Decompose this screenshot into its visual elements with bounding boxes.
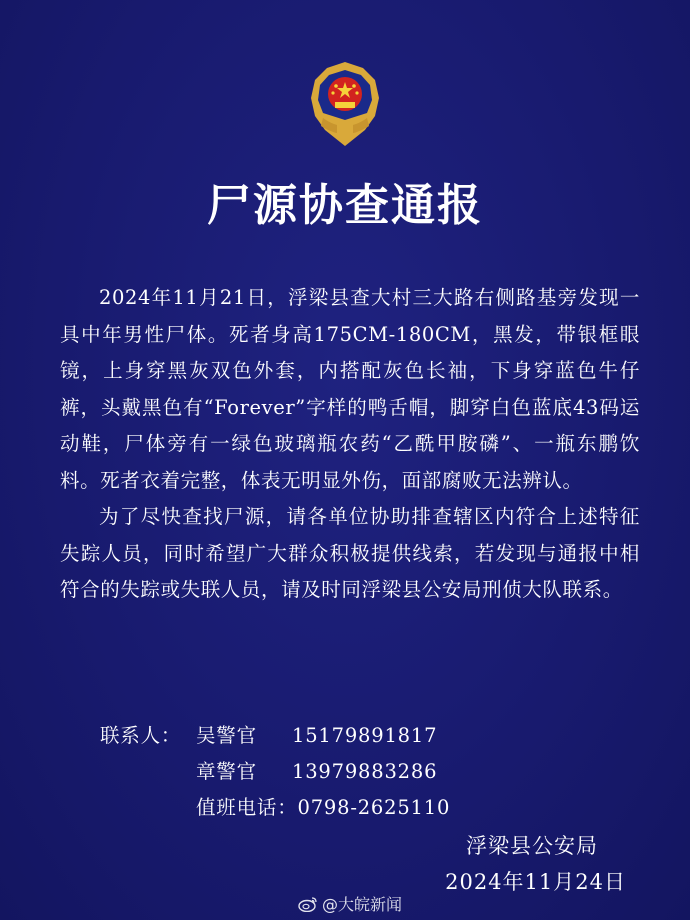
contact-phone-1: 15179891817 [292,724,438,747]
contact-label: 联系人： [100,724,182,747]
notice-paragraph-2: 为了尽快查找尸源，请各单位协助排查辖区内符合上述特征失踪人员，同时希望广大群众积极提供线索，若发现与通报中相符合的失踪或失联人员，请及时同浮梁县公安局刑侦大队联系。 [60,505,640,601]
contact-row-1 [100,718,450,754]
contact-row-2 [100,754,450,790]
contact-row-duty [100,790,450,826]
notice-paragraph-1: 2024年11月21日，浮梁县查大村三大路右侧路基旁发现一具中年男性尸体。死者身高175CM-180CM，黑发，带银框眼镜，上身穿黑灰双色外套，内搭配灰色长袖，下身穿蓝色牛仔裤，头戴黑色有“Forever”字样的鸭舌帽，脚穿白色蓝底43码运动鞋，尸体旁有一绿色玻璃瓶农药“乙酰甲胺磷”、一瓶东鹏饮料。死者衣着完整，体表无明显外伤，面部腐败无法辨认。 [60,286,640,492]
duty-label: 值班电话： [196,796,298,819]
weibo-icon [298,896,318,912]
contacts-block [100,718,450,826]
contact-name-1: 吴警官 [196,724,257,747]
issuer-name: 浮梁县公安局 [466,834,598,858]
issue-date: 2024年11月24日 [445,870,626,894]
duty-phone: 0798-2625110 [297,796,451,819]
police-emblem-icon [303,58,387,150]
notice-body [60,280,640,609]
watermark [298,892,402,915]
contact-phone-2: 13979883286 [292,760,438,783]
contact-name-2: 章警官 [196,760,257,783]
page-title: 尸源协查通报 [207,180,483,231]
watermark-text: @大皖新闻 [321,895,402,914]
